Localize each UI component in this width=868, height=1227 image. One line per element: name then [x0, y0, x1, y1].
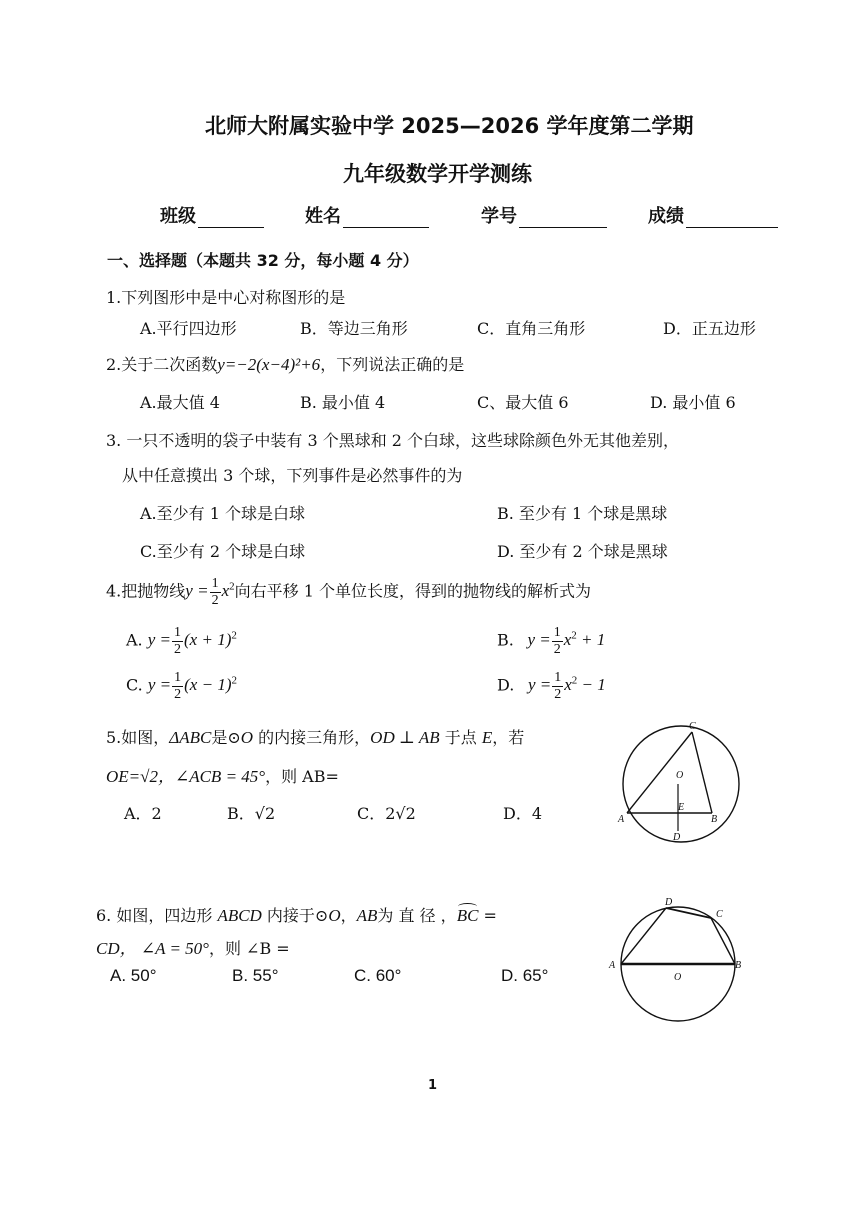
q1-stem: 1.下列图形中是中心对称图形的是: [106, 288, 346, 307]
section-heading: 一、选择题（本题共 32 分，每小题 4 分）: [107, 251, 419, 270]
q4-option-d: D. y = $\frac{1}{2}$ $x^2 - 1$: [497, 670, 606, 702]
q5-e: E: [481, 728, 493, 747]
name-blank[interactable]: [343, 209, 429, 228]
q5-prefix: 5.如图，: [106, 728, 170, 747]
q5-perp: OD ⊥ AB: [370, 728, 440, 747]
q6-cd: CD: [96, 939, 120, 958]
q5-option-c: C．2√2: [357, 804, 416, 823]
q5-option-a: A．2: [124, 804, 162, 823]
q5-option-d: D．4: [503, 804, 543, 823]
student-id-blank[interactable]: [519, 209, 607, 228]
q6-side-cb: [711, 918, 735, 964]
name-label: 姓名: [305, 206, 341, 227]
q1-option-c: C．直角三角形: [477, 319, 586, 338]
q5-label-e: E: [678, 802, 685, 813]
q6-arc-label: BC: [456, 906, 479, 925]
q5-angle: ，∠ACB = 45°: [157, 767, 266, 786]
q3-option-a: A.至少有 1 个球是白球: [140, 504, 305, 523]
q6-quad: ABCD: [217, 906, 262, 925]
q6-label-o: O: [674, 972, 682, 983]
q6-prefix: 6. 如图，四边形: [96, 906, 218, 925]
q4-fraction: $\frac{1}{2}$: [211, 576, 219, 608]
q6-label-b: B: [735, 960, 742, 971]
q2-option-c: C、最大值 6: [477, 393, 569, 412]
class-label: 班级: [160, 206, 196, 227]
q5-option-b: B．√2: [227, 804, 276, 823]
q5-circle: [623, 726, 739, 842]
score-field: [648, 202, 778, 228]
page-number: 1: [428, 1078, 438, 1093]
student-id-label: 学号: [481, 206, 517, 227]
q4-option-c: C. y = $\frac{1}{2}$ $(x - 1)^2$: [126, 670, 237, 702]
q6-option-b: B. 55°: [232, 966, 279, 985]
q6-option-c: C. 60°: [354, 966, 402, 985]
q6-option-a: A. 50°: [110, 966, 157, 985]
q6-line2: [96, 934, 290, 959]
q4-option-c-letter: C.: [126, 675, 143, 695]
q3-option-d: D. 至少有 2 个球是黑球: [497, 542, 668, 561]
q2-option-a: A.最大值 4: [140, 393, 220, 412]
q5-figure: [615, 718, 755, 848]
q6-ask: ，则 ∠B =: [208, 939, 290, 958]
q5-label-c: C: [689, 721, 696, 732]
student-id-field: [481, 202, 607, 228]
q4-option-a-letter: A.: [126, 630, 143, 650]
q5-label-a: A: [618, 814, 625, 825]
q5-label-d: D: [673, 832, 681, 843]
q3-line1: 3. 一只不透明的袋子中装有 3 个黑球和 2 个白球，这些球除颜色外无其他差别，: [106, 431, 680, 450]
q5-mid: 是⊙: [211, 728, 241, 747]
q4-option-b-letter: B.: [497, 630, 514, 650]
q2-formula: y=−2(x−4)²+6: [217, 355, 321, 374]
q4-option-a: A. y = $\frac{1}{2}$ $(x + 1)^2$: [126, 625, 237, 657]
class-field: [160, 202, 264, 228]
q6-label-d: D: [665, 897, 673, 908]
q4-suffix: 向右平移 1 个单位长度，得到的抛物线的解析式为: [234, 581, 591, 601]
q1-option-a: A.平行四边形: [140, 319, 237, 338]
q4-formula: y = $\frac{1}{2}$ $x^2$: [185, 576, 235, 608]
q5-triangle: ΔABC: [169, 728, 212, 747]
q5-ask: ，则 AB=: [265, 767, 339, 786]
q5-end: ，若: [492, 728, 525, 747]
q6-mid: 内接于⊙: [261, 906, 329, 925]
q5-o: O: [240, 728, 254, 747]
q2-suffix: ，下列说法正确的是: [320, 355, 465, 374]
q4-prefix: 4.把抛物线: [106, 581, 186, 601]
q6-angle: ， ∠A = 50°: [119, 939, 209, 958]
score-label: 成绩: [648, 206, 684, 227]
q6-line1: [96, 903, 497, 926]
q5-line1: [106, 725, 524, 748]
q3-line2: 从中任意摸出 3 个球，下列事件是必然事件的为: [122, 466, 463, 485]
q6-option-d: D. 65°: [501, 966, 549, 985]
q5-line2: [106, 762, 339, 787]
q1-option-b: B．等边三角形: [300, 319, 408, 338]
q4-stem: [106, 576, 591, 609]
q6-arc-bc: [457, 906, 479, 925]
q6-label-a: A: [609, 960, 616, 971]
q2-option-d: D. 最小值 6: [650, 393, 736, 412]
exam-subtitle: 九年级数学开学测练: [343, 162, 532, 186]
q6-ab: AB: [356, 906, 378, 925]
q6-end: 为 直 径 ，: [377, 906, 457, 925]
q5-side-bc: [692, 732, 712, 813]
q2-prefix: 2.关于二次函数: [106, 355, 218, 374]
q6-label-c: C: [716, 909, 723, 920]
q6-mid2: ，: [340, 906, 357, 925]
q2-option-b: B. 最小值 4: [300, 393, 386, 412]
q2-stem: [106, 352, 464, 375]
q4-option-d-letter: D.: [497, 675, 515, 695]
q5-label-o: O: [676, 770, 684, 781]
q4-option-b: B. y = $\frac{1}{2}$ $x^2 + 1$: [497, 625, 606, 657]
q1-option-d: D．正五边形: [663, 319, 756, 338]
name-field: [305, 202, 429, 228]
exam-title: 北师大附属实验中学 2025—2026 学年度第二学期: [205, 114, 694, 138]
q3-option-c: C.至少有 2 个球是白球: [140, 542, 306, 561]
q6-eq: =: [478, 906, 497, 925]
q6-figure: [604, 890, 754, 1026]
class-blank[interactable]: [198, 209, 264, 228]
q5-oe: OE=√2: [106, 767, 158, 786]
q6-o: O: [328, 906, 341, 925]
q5-label-b: B: [711, 814, 718, 825]
q5-mid3: 于点: [439, 728, 482, 747]
q3-option-b: B. 至少有 1 个球是黑球: [497, 504, 668, 523]
q5-mid2: 的内接三角形，: [253, 728, 371, 747]
score-blank[interactable]: [686, 209, 778, 228]
